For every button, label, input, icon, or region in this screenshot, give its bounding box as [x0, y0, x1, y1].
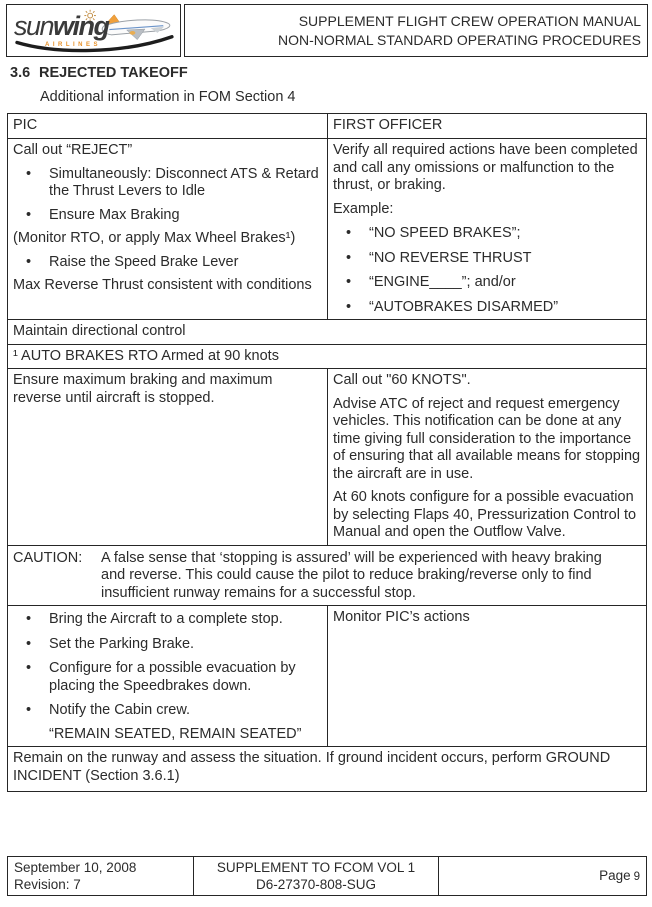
footer-date-cell: [8, 857, 194, 896]
section-note: Additional information in FOM Section 4: [40, 89, 296, 105]
reject-fo-cell: [328, 139, 647, 320]
footer-page-cell: [439, 857, 647, 896]
list-item: • “AUTOBRAKES DISARMED”: [333, 299, 641, 317]
bullet-icon: •: [346, 225, 352, 241]
list-item: • Simultaneously: Disconnect ATS & Retard the Thrust Levers to Idle: [13, 166, 322, 201]
footer-doc-number: D6-27370-808-SUG: [255, 877, 377, 892]
bullet-icon: •: [26, 206, 32, 223]
list-item: • “ENGINE____”; and/or: [333, 274, 641, 292]
list-item: • Raise the Speed Brake Lever: [13, 254, 322, 272]
list-item: • Set the Parking Brake.: [13, 636, 322, 654]
bullet-icon: •: [26, 635, 32, 652]
sixty-knots-row: [8, 369, 647, 546]
bullet-icon: •: [346, 298, 352, 315]
bullet-icon: •: [26, 702, 32, 718]
manual-title-line2: NON-NORMAL STANDARD OPERATING PROCEDURES: [278, 31, 641, 48]
wordmark-wing: wing: [53, 11, 109, 41]
maintain-row: [8, 320, 647, 345]
list-item: • Configure for a possible evacuation by placing the Speedbrakes down.: [13, 660, 322, 695]
page-number: 9: [633, 870, 640, 883]
fo-60knots-callout: Call out "60 KNOTS".: [333, 372, 471, 388]
list-item: • Notify the Cabin crew.: [13, 702, 322, 720]
section-number: 3.6: [10, 65, 31, 81]
pic-column-header: PIC: [8, 114, 328, 139]
fo-example-label: Example:: [333, 200, 394, 217]
section-heading: [10, 65, 188, 83]
sunwing-logo: [6, 4, 181, 57]
final-row: [8, 747, 647, 792]
fo-verify-text: Verify all required actions have been completed and call any omissions or malfunction to the thrust, or braking.: [333, 142, 638, 193]
sunwing-wordmark: [14, 13, 109, 40]
footer-doc-cell: [194, 857, 439, 896]
stop-row: [8, 606, 647, 747]
bullet-icon: •: [26, 253, 32, 270]
fo-column-header: FIRST OFFICER: [328, 114, 647, 139]
bullet-icon: •: [26, 165, 32, 182]
page-footer: [7, 856, 646, 896]
caution-text: A false sense that ‘stopping is assured’ will be experienced with heavy braking and reverse. This could cause the pilot to reduce braking/reverse only to find insufficient runway remains for a successful stop.: [101, 549, 602, 601]
caution-label: CAUTION:: [13, 549, 83, 566]
list-item: • “NO SPEED BRAKES”;: [333, 225, 641, 243]
sixty-fo-cell: [328, 369, 647, 546]
stop-fo-cell: Monitor PIC’s actions: [328, 606, 647, 747]
bullet-icon: •: [346, 249, 352, 266]
footer-doc-title: SUPPLEMENT TO FCOM VOL 1: [216, 860, 416, 875]
stop-pic-cell: [8, 606, 328, 747]
bullet-icon: •: [26, 660, 32, 676]
remain-seated-callout: “REMAIN SEATED, REMAIN SEATED”: [49, 725, 302, 742]
section-title: REJECTED TAKEOFF: [39, 65, 188, 81]
sixty-pic-cell: Ensure maximum braking and maximum reverse until aircraft is stopped.: [8, 369, 328, 546]
footer-date: September 10, 2008: [14, 860, 137, 875]
maintain-directional-control: Maintain directional control: [8, 320, 647, 345]
fo-evacuation-config: At 60 knots configure for a possible evacuation by selecting Flaps 40, Pressurization Control to Manual and open the Outflow Valve.: [333, 489, 637, 540]
manual-title-box: [184, 4, 648, 57]
manual-title-line1: SUPPLEMENT FLIGHT CREW OPERATION MANUAL: [298, 13, 641, 29]
autobrakes-footnote: ¹ AUTO BRAKES RTO Armed at 90 knots: [8, 345, 647, 370]
list-item: • Ensure Max Braking: [13, 207, 322, 225]
autobrakes-row: [8, 345, 647, 370]
wordmark-sun: sun: [14, 11, 54, 41]
page-header: [6, 4, 648, 57]
bullet-icon: •: [346, 274, 352, 290]
footer-table: [7, 856, 647, 896]
list-item: • Bring the Aircraft to a complete stop.: [13, 611, 322, 629]
fo-advise-atc: Advise ATC of reject and request emergency vehicles. This notification can be done at any time giving full consideration to the importance of ensuring that all available means for stopping the aircraft are in use.: [333, 395, 641, 482]
reject-pic-cell: [8, 139, 328, 320]
table-header-row: [8, 114, 647, 139]
remain-on-runway-cell: Remain on the runway and assess the situation. If ground incident occurs, perform GROUND INCIDENT (Section 3.6.1): [8, 747, 647, 792]
caution-cell: [8, 546, 647, 607]
pic-monitor-note: (Monitor RTO, or apply Max Wheel Brakes¹): [13, 230, 296, 246]
procedure-table-wrap: [7, 113, 646, 792]
pic-reverse-note: Max Reverse Thrust consistent with conditions: [13, 277, 312, 293]
pic-callout-reject: Call out “REJECT”: [13, 142, 133, 158]
reject-row: [8, 139, 647, 320]
procedure-table: [7, 113, 647, 792]
airlines-label: AIRLINES: [45, 42, 102, 48]
page-label: Page: [599, 867, 631, 883]
bullet-icon: •: [26, 611, 32, 627]
list-item: • “NO REVERSE THRUST: [333, 250, 641, 268]
footer-revision: Revision: 7: [14, 877, 81, 892]
caution-row: [8, 546, 647, 607]
